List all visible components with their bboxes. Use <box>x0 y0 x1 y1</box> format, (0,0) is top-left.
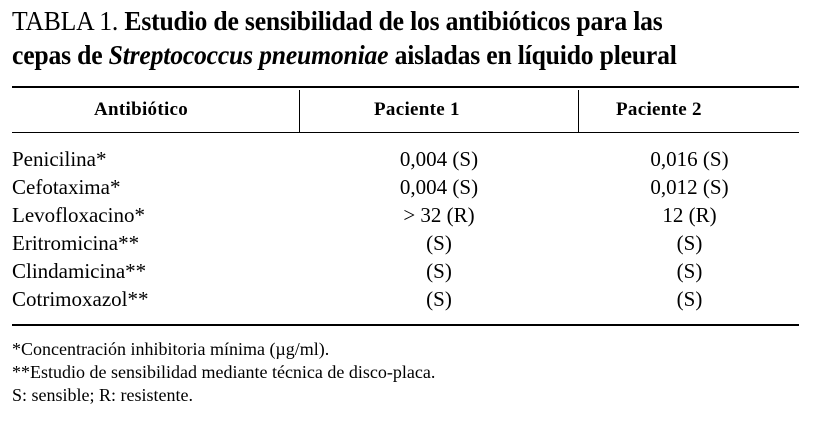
cell-patient-1: 0,004 (S) <box>399 175 479 199</box>
cell-antibiotic: Eritromicina** <box>12 231 140 255</box>
footnotes <box>12 338 435 407</box>
table-row <box>12 145 799 173</box>
table-label: TABLA 1. <box>12 6 119 36</box>
cell-patient-2: 0,016 (S) <box>650 147 729 171</box>
cell-patient-1: > 32 (R) <box>403 203 475 227</box>
cell-patient-1: (S) <box>426 287 452 311</box>
footnote-legend: S: sensible; R: resistente. <box>12 385 193 405</box>
table-title-text-2b: aisladas en líquido pleural <box>388 40 677 70</box>
header-antibiotico: Antibiótico <box>94 99 189 120</box>
cell-patient-2: (S) <box>676 259 703 283</box>
cell-antibiotic: Clindamicina** <box>12 259 147 283</box>
header-paciente-2: Paciente 2 <box>616 99 702 120</box>
cell-antibiotic: Cotrimoxazol** <box>12 287 149 311</box>
table-row <box>12 201 799 229</box>
cell-antibiotic: Cefotaxima* <box>12 175 121 199</box>
table-title-text-1: Estudio de sensibilidad de los antibióticos para las <box>124 6 663 36</box>
header-paciente-1: Paciente 1 <box>374 99 460 120</box>
cell-patient-2: 12 (R) <box>662 203 717 227</box>
table-row <box>12 173 799 201</box>
cell-patient-2: (S) <box>676 231 703 255</box>
table-title-line-1 <box>12 4 763 38</box>
cell-patient-1: 0,004 (S) <box>399 147 479 171</box>
header-rule <box>12 132 799 133</box>
table-title-text-2a: cepas de <box>12 40 109 70</box>
header-separator-1 <box>299 90 300 132</box>
top-rule <box>12 86 799 88</box>
cell-antibiotic: Penicilina* <box>12 147 107 171</box>
table-row <box>12 285 799 313</box>
table-row <box>12 229 799 257</box>
bottom-rule <box>12 324 799 326</box>
footnote-disk: **Estudio de sensibilidad mediante técnica de disco-placa. <box>12 362 436 382</box>
table-row <box>12 257 799 285</box>
cell-patient-2: 0,012 (S) <box>650 175 729 199</box>
cell-patient-2: (S) <box>676 287 703 311</box>
cell-antibiotic: Levofloxacino* <box>12 203 145 227</box>
footnote-mic: *Concentración inhibitoria mínima (µg/ml). <box>12 339 330 359</box>
table-title-organism: Streptococcus pneumoniae <box>108 40 389 70</box>
table-title <box>12 4 763 72</box>
cell-patient-1: (S) <box>426 231 452 255</box>
header-separator-2 <box>578 90 579 132</box>
table-title-line-2 <box>12 38 763 72</box>
cell-patient-1: (S) <box>426 259 452 283</box>
